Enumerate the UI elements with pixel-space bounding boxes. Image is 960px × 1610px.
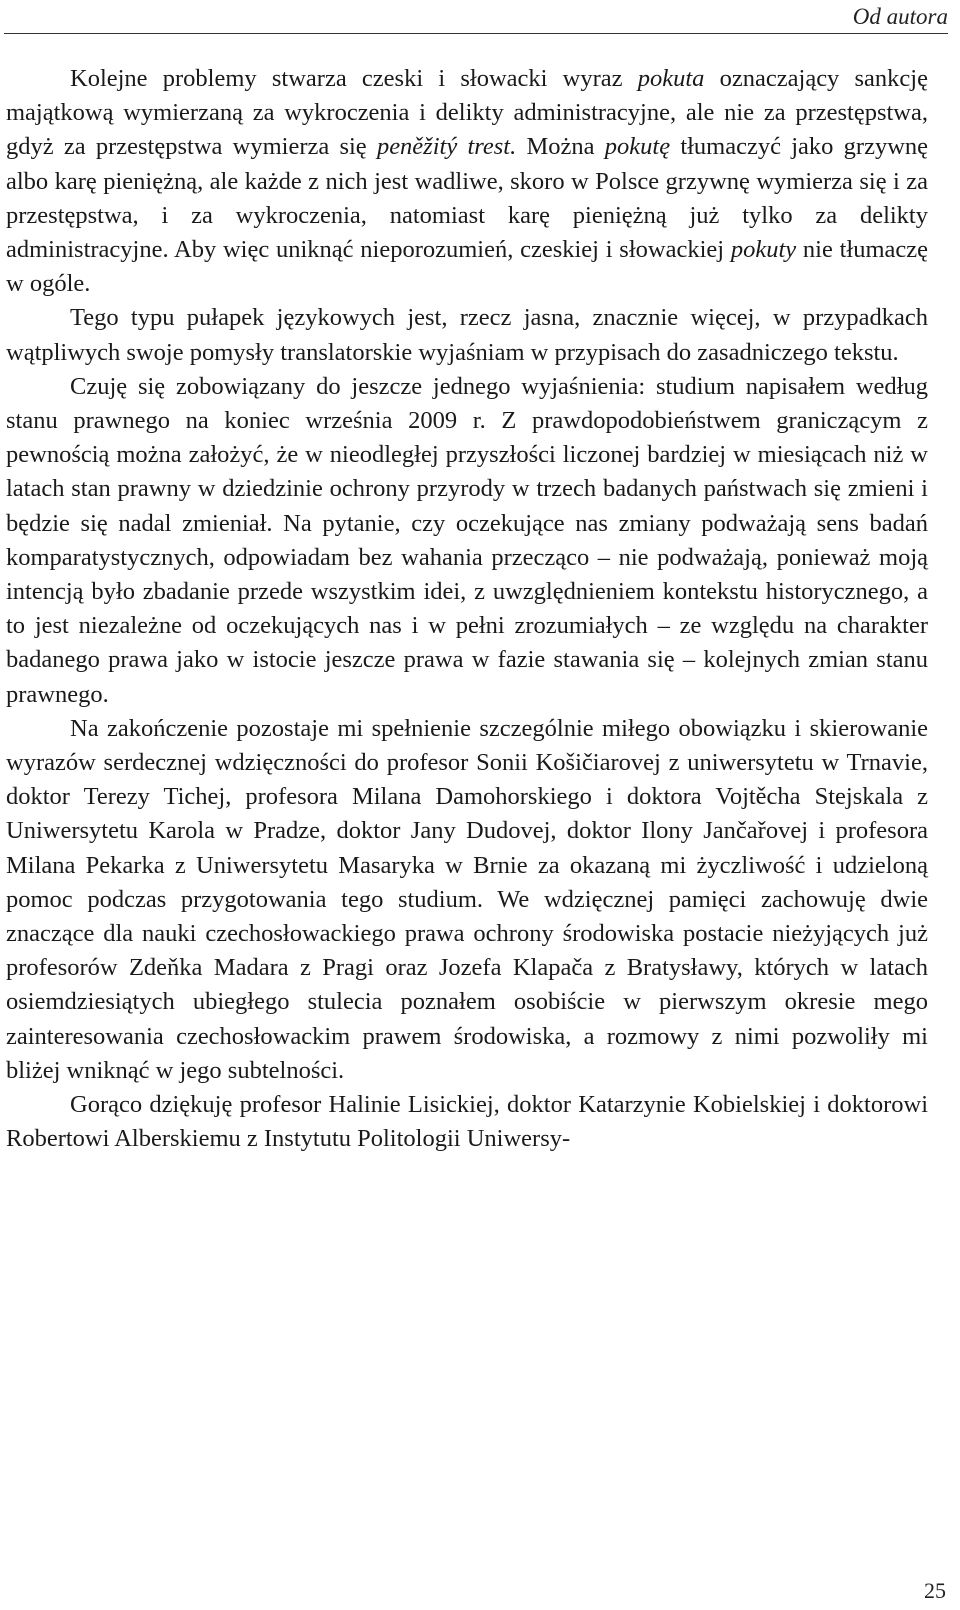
text-run: tłumaczyć jako grzywnę albo karę pieniężną, ale każde z nich jest wadliwe, skoro w Polsce grzywnę wymierza się i za przestępstwa, i za wykroczenia, natomiast karę pieniężną już tylko za delikty administracyjne. Aby więc uniknąć nieporozumień, czeskiej i słowackiej [6, 133, 929, 264]
text-run: Tego typu pułapek językowych jest, rzecz jasna, znacznie więcej, w przypadkach wątpliwych swoje pomysły translatorskie wyjaśniam w przypisach do zasadniczego tekstu. [6, 304, 928, 366]
italic-term: pokuty [730, 236, 797, 264]
text-run: Na zakończenie pozostaje mi spełnienie szczególnie miłego obowiązku i skierowanie wyrazów serdecznej wdzięczności do profesor Sonii Košičiarovej z uniwersytetu w Trnavie, doktor Terezy Tichej, profesora Milana Damohorskiego i doktora Vojtěcha Stejskala z Uniwersytetu Karola w Pradze, doktor Jany Dudovej, doktor Ilony Jančařovej i profesora Milana Pekarka z Uniwersytetu Masaryka w Brnie za okazaną mi życzliwość i udzieloną pomoc podczas przygotowania tego studium. We wdzięcznej pamięci zachowuję dwie znaczące dla nauki czechosłowackiego prawa ochrony środowiska postacie nieżyjących już profesorów Zdeňka Madara z Pragi oraz Jozefa Klapača z Bratysławy, których w latach osiemdziesiątych ubiegłego stulecia poznałem osobiście w pierwszym okresie mego zainteresowania czechosłowackim prawem środowiska, a rozmowy z nimi pozwoliły mi bliżej wniknąć w jego subtelności. [6, 714, 928, 1084]
paragraph-4 [6, 712, 928, 1088]
page-number: 25 [924, 1578, 946, 1603]
text-run: Czuję się zobowiązany do jeszcze jednego wyjaśnienia: studium napisałem według stanu prawnego na koniec września 2009 r. Z prawdopodobieństwem graniczącym z pewnością można założyć, że w nieodległej przyszłości liczonej bardziej w miesiącach niż w latach stan prawny w dziedzinie ochrony przyrody w trzech badanych państwach się zmieni i będzie się nadal zmieniał. Na pytanie, czy oczekujące nas zmiany podważają sens badań komparatystycznych, odpowiadam bez wahania przecząco – nie podważają, ponieważ moją intencją było zbadanie przede wszystkim idei, z uwzględnieniem kontekstu historycznego, a to jest niezależne od oczekujących nas i w pełni zrozumiałych – ze względu na charakter badanego prawa jako w istocie jeszcze prawa w fazie stawania się – kolejnych zmian stanu prawnego. [6, 372, 928, 708]
text-run: nie tłumaczę w ogóle. [6, 236, 928, 298]
italic-term: peněžitý trest. [376, 133, 517, 161]
italic-term: pokuta [637, 65, 705, 92]
text-run: Można [516, 133, 605, 161]
text-run: Kolejne problemy stwarza czeski i słowacki wyraz [70, 65, 638, 92]
paragraph-1 [6, 62, 928, 301]
paragraph-3 [6, 370, 928, 712]
header-rule [4, 33, 948, 34]
text-run: oznaczający sankcję majątkową wymierzaną za wykroczenia i delikty administracyjne, ale nie za przestępstwa, gdyż za przestępstwa wymierza się [6, 65, 928, 161]
italic-term: pokutę [604, 133, 671, 161]
paragraph-2 [6, 301, 928, 369]
text-run: Gorąco dziękuję profesor Halinie Lisickiej, doktor Katarzynie Kobielskiej i doktorowi Robertowi Alberskiemu z Instytutu Politologii Uniwersy- [6, 1091, 928, 1153]
paragraph-5 [6, 1088, 928, 1156]
body-text [6, 62, 928, 1157]
running-header: Od autora [852, 4, 948, 29]
